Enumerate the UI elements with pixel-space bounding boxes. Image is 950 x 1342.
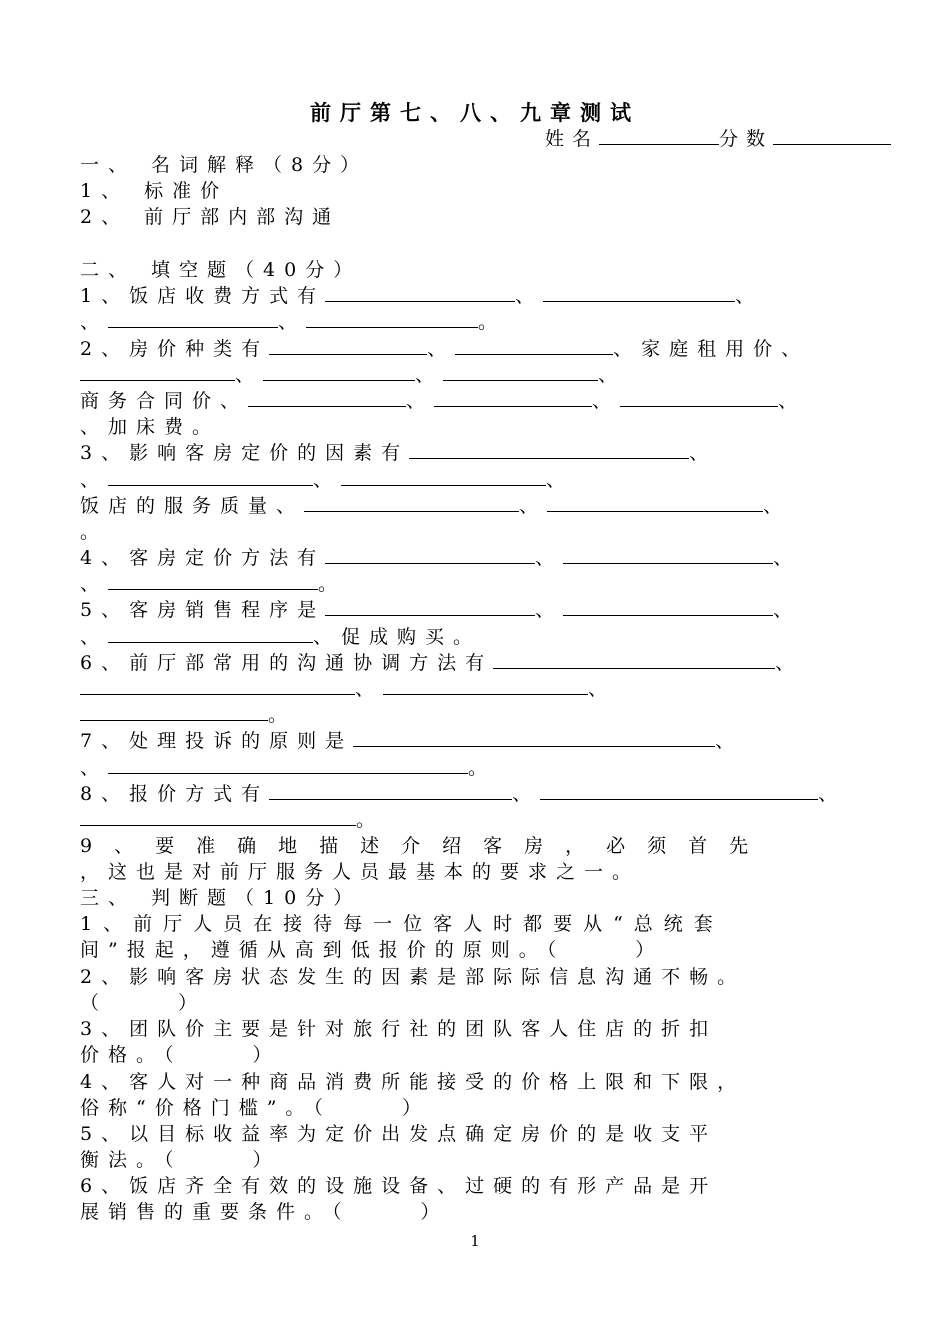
answer-blank[interactable] <box>108 571 318 590</box>
s2-question-5-cont: 、 、促成购买。 <box>80 626 482 648</box>
s2-question-8-cont: 。 <box>80 807 384 833</box>
s2-question-7: 7、处理投诉的原则是 、 <box>80 730 744 752</box>
answer-blank[interactable] <box>341 467 546 486</box>
s2-question-7-cont: 、 。 <box>80 757 497 779</box>
answer-blank[interactable] <box>325 545 535 564</box>
answer-blank[interactable] <box>80 702 268 721</box>
s1-question-1: 1、 标准价 <box>80 180 229 202</box>
s2-question-2-cont: 、 、 、 <box>80 362 626 388</box>
s2-question-9: 9、要准确地描述介绍客房，必须首先 <box>80 835 771 857</box>
s3-question-4: 4、客人对一种商品消费所能接受的价格上限和下限， <box>80 1071 746 1093</box>
answer-blank[interactable] <box>353 728 715 747</box>
answer-blank[interactable] <box>383 676 588 695</box>
s2-question-9-cont: ，这也是对前厅服务人员最基本的要求之一。 <box>80 861 641 883</box>
answer-blank[interactable] <box>563 545 773 564</box>
answer-blank[interactable] <box>269 781 512 800</box>
s3-question-5-cont: 衡法。（ ） <box>80 1149 281 1171</box>
name-score-line <box>545 125 891 153</box>
s1-question-2: 2、 前厅部内部沟通 <box>80 206 341 228</box>
s3-question-4-cont: 俗称“价格门槛”。（ ） <box>80 1097 430 1119</box>
s2-question-3-cont2: 饭店的服务质量、 、 、 <box>80 495 792 517</box>
s3-question-6: 6、饭店齐全有效的设施设备、过硬的有形产品是开 <box>80 1175 718 1197</box>
answer-blank[interactable] <box>306 309 478 328</box>
s2-question-4: 4、客房定价方法有 、 、 <box>80 547 802 569</box>
s2-question-1: 1、饭店收费方式有 、 、 <box>80 285 764 307</box>
answer-blank[interactable] <box>80 676 355 695</box>
answer-blank[interactable] <box>443 362 598 381</box>
s2-question-2-cont2: 商务合同价、 、 、 、 <box>80 390 807 412</box>
page-title: 前厅第七、八、九章测试 <box>310 100 640 125</box>
name-label: 姓名 <box>545 128 600 150</box>
answer-blank[interactable] <box>493 650 775 669</box>
answer-blank[interactable] <box>540 781 818 800</box>
section-2-heading: 二、 填空题（40分） <box>80 259 362 281</box>
answer-blank[interactable] <box>620 388 778 407</box>
s2-question-8: 8、报价方式有 、 、 <box>80 783 847 805</box>
answer-blank[interactable] <box>108 467 313 486</box>
answer-blank[interactable] <box>80 807 356 826</box>
name-blank[interactable] <box>599 126 719 145</box>
s2-question-2: 2、房价种类有 、 、家庭租用价、 <box>80 338 810 360</box>
s2-question-4-cont: 、 。 <box>80 573 347 595</box>
s2-question-3: 3、影响客房定价的因素有 、 <box>80 442 718 464</box>
s2-question-3-end: 。 <box>80 521 109 543</box>
answer-blank[interactable] <box>325 283 515 302</box>
answer-blank[interactable] <box>304 493 519 512</box>
section-3-heading: 三、 判断题（10分） <box>80 887 362 909</box>
answer-blank[interactable] <box>108 624 313 643</box>
answer-blank[interactable] <box>409 440 689 459</box>
s2-question-1-cont: 、 、 。 <box>80 311 507 333</box>
s3-question-5: 5、以目标收益率为定价出发点确定房价的是收支平 <box>80 1123 718 1145</box>
s3-question-1-cont: 间”报起，遵循从高到低报价的原则。（ ） <box>80 939 664 961</box>
answer-blank[interactable] <box>455 336 613 355</box>
s3-question-2: 2、影响客房状态发生的因素是部际际信息沟通不畅。 <box>80 966 746 988</box>
section-1-heading: 一、 名词解释（8分） <box>80 154 369 176</box>
answer-blank[interactable] <box>80 362 235 381</box>
s3-question-6-cont: 展销售的重要条件。（ ） <box>80 1201 449 1223</box>
s2-question-2-end: 、加床费。 <box>80 416 221 438</box>
s2-question-6-cont2: 。 <box>80 702 296 728</box>
answer-blank[interactable] <box>325 597 535 616</box>
s2-question-5: 5、客房销售程序是 、 、 <box>80 599 802 621</box>
answer-blank[interactable] <box>248 388 406 407</box>
page-number: 1 <box>470 1232 480 1250</box>
answer-blank[interactable] <box>547 493 763 512</box>
s3-question-3: 3、团队价主要是针对旅行社的团队客人住店的折扣 <box>80 1018 718 1040</box>
answer-blank[interactable] <box>543 283 735 302</box>
answer-blank[interactable] <box>269 336 427 355</box>
score-label: 分数 <box>719 128 774 150</box>
s3-question-1: 1、前厅人员在接待每一位客人时都要从“总统套 <box>80 913 724 935</box>
s3-question-2-cont: （ ） <box>80 992 207 1014</box>
score-blank[interactable] <box>773 126 891 145</box>
answer-blank[interactable] <box>108 309 278 328</box>
answer-blank[interactable] <box>263 362 415 381</box>
s2-question-6: 6、前厅部常用的沟通协调方法有 、 <box>80 652 804 674</box>
answer-blank[interactable] <box>108 755 468 774</box>
s2-question-6-cont: 、 、 <box>80 676 616 702</box>
s3-question-3-cont: 价格。（ ） <box>80 1044 281 1066</box>
answer-blank[interactable] <box>563 597 773 616</box>
s2-question-3-cont: 、 、 、 <box>80 469 575 491</box>
answer-blank[interactable] <box>434 388 592 407</box>
